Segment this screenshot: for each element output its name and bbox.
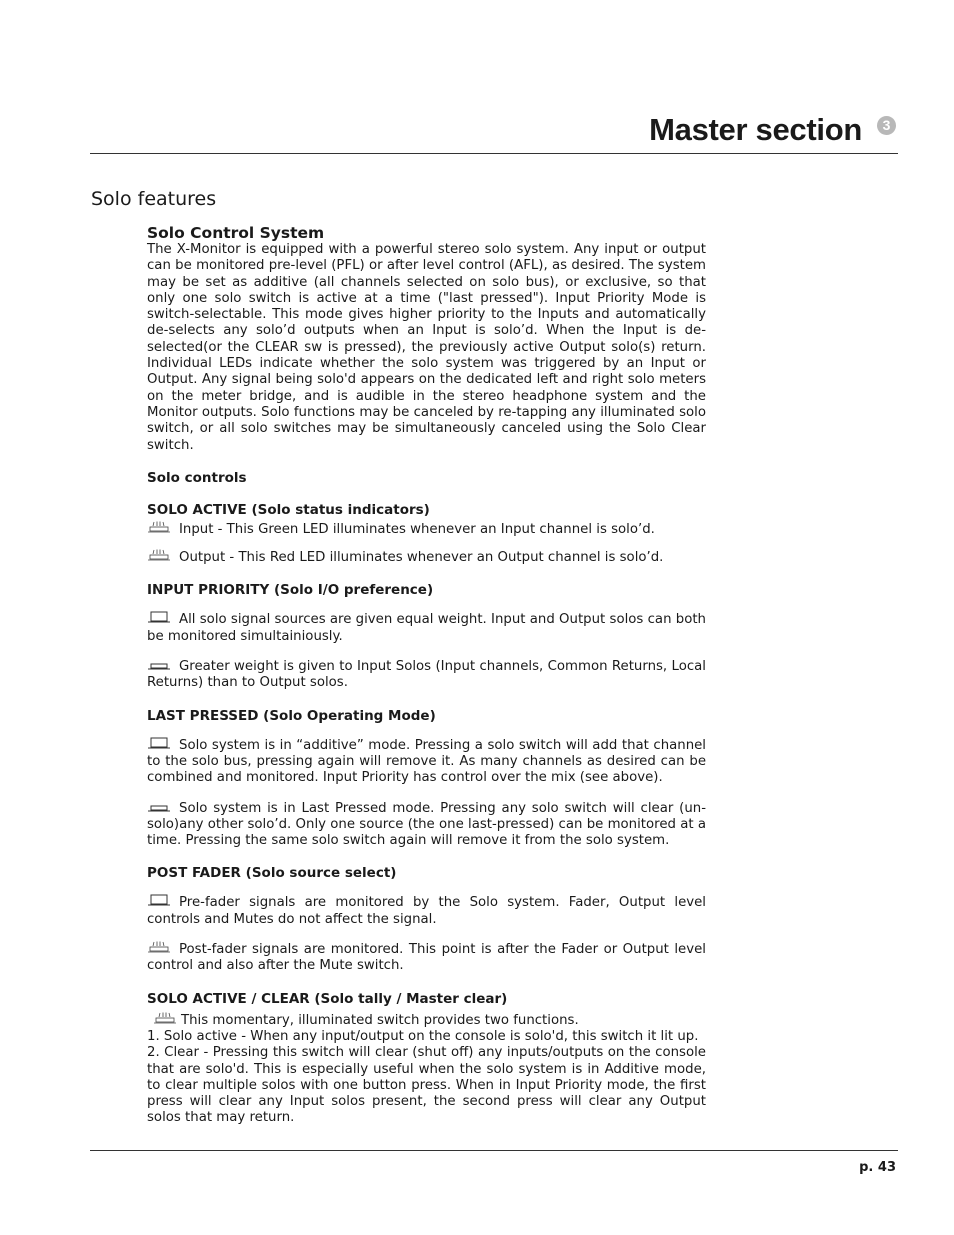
solo-active-input-item [147, 520, 706, 538]
solo-clear-item-2: 2. Clear - Pressing this switch will clear (shut off) any inputs/outputs on the console that are solo'd. This is especially useful when the solo system is in Additive mode, to clear multiple solos with one button press. When in Input Priority mode, the first press will clear any Input solos present, the second press will clear any Output solos that may return. [147, 1045, 706, 1126]
last-pressed-down-text: Solo system is in Last Pressed mode. Pressing any solo switch will clear (un-solo)any other solo’d. Only one source (the one last-pressed) can be monitored at a time. Pressing the same solo switch again will remove it from the solo system. [147, 800, 706, 849]
solo-clear-item-1: 1. Solo active - When any input/output on the console is solo'd, this switch it lit up. [147, 1028, 699, 1044]
led-lit-icon [147, 941, 171, 954]
solo-clear-heading: SOLO ACTIVE / CLEAR (Solo tally / Master clear) [147, 990, 508, 1007]
switch-down-icon [147, 658, 171, 671]
section-heading: Solo features [91, 188, 217, 210]
content [147, 224, 706, 1127]
section-number-badge: 3 [877, 116, 896, 135]
post-fader-down-text: Post-fader signals are monitored. This point is after the Fader or Output level control and also after the Mute switch. [147, 942, 706, 974]
solo-controls-label: Solo controls [147, 469, 247, 486]
last-pressed-down-item [147, 799, 706, 850]
post-fader-down-item [147, 940, 706, 975]
last-pressed-up-text: Solo system is in “additive” mode. Pressing a solo switch will add that channel to the solo bus, pressing again will remove it. As many channels as desired can be combined and monitored. Input Priority has control over the mix (see above). [147, 737, 706, 786]
solo-active-input-text: Input - This Green LED illuminates whenever an Input channel is solo’d. [179, 521, 655, 537]
switch-up-icon [147, 894, 171, 907]
page-title: Master section [649, 112, 862, 147]
led-lit-icon [153, 1012, 177, 1025]
post-fader-up-item [147, 893, 706, 928]
switch-up-icon [147, 737, 171, 750]
page-header [90, 108, 898, 154]
input-priority-heading: INPUT PRIORITY (Solo I/O preference) [147, 582, 434, 599]
solo-control-body: The X-Monitor is equipped with a powerful stereo solo system. Any input or output can be monitored pre-level (PFL) or after level control (AFL), as desired. The system may be set as additive (all channels selected on solo bus), or exclusive, so that only one solo switch is active at a time ("last pressed"). Input Priority Mode is switch-selectable. This mode gives higher priority to the Inputs and automatically de-selects any solo’d outputs when an Input is solo’d. When the Input is de-selected(or the CLEAR sw is pressed), the previously active Output solo(s) return. Individual LEDs indicate whether the solo system was triggered by an Input or Output. Any signal being solo'd appears on the dedicated left and right solo meters on the meter bridge, and is audible in the stereo headphone system and the Monitor outputs. Solo functions may be canceled by re-tapping any illuminated solo switch, or all solo switches may be simultaneously canceled using the Solo Clear switch. [147, 242, 706, 453]
footer-rule [90, 1150, 898, 1151]
input-priority-up-text: All solo signal sources are given equal weight. Input and Output solos can both be monitored simultainiously. [147, 612, 706, 644]
solo-control-heading: Solo Control System [147, 224, 325, 242]
solo-active-output-text: Output - This Red LED illuminates whenever an Output channel is solo’d. [179, 550, 664, 566]
solo-clear-intro-item [147, 1011, 706, 1029]
switch-up-icon [147, 611, 171, 624]
last-pressed-heading: LAST PRESSED (Solo Operating Mode) [147, 707, 436, 724]
input-priority-up-item [147, 610, 706, 645]
input-priority-down-text: Greater weight is given to Input Solos (Input channels, Common Returns, Local Returns) than to Output solos. [147, 659, 706, 691]
led-lit-icon [147, 521, 171, 534]
post-fader-heading: POST FADER (Solo source select) [147, 865, 397, 882]
led-lit-icon [147, 549, 171, 562]
solo-clear-intro-text: This momentary, illuminated switch provides two functions. [181, 1012, 579, 1028]
solo-active-output-item [147, 548, 706, 566]
last-pressed-up-item [147, 736, 706, 787]
input-priority-down-item [147, 657, 706, 692]
solo-active-heading: SOLO ACTIVE (Solo status indicators) [147, 501, 430, 518]
post-fader-up-text: Pre-fader signals are monitored by the Solo system. Fader, Output level controls and Mutes do not affect the signal. [147, 895, 706, 927]
page-number: p. 43 [859, 1160, 896, 1175]
switch-down-icon [147, 800, 171, 813]
